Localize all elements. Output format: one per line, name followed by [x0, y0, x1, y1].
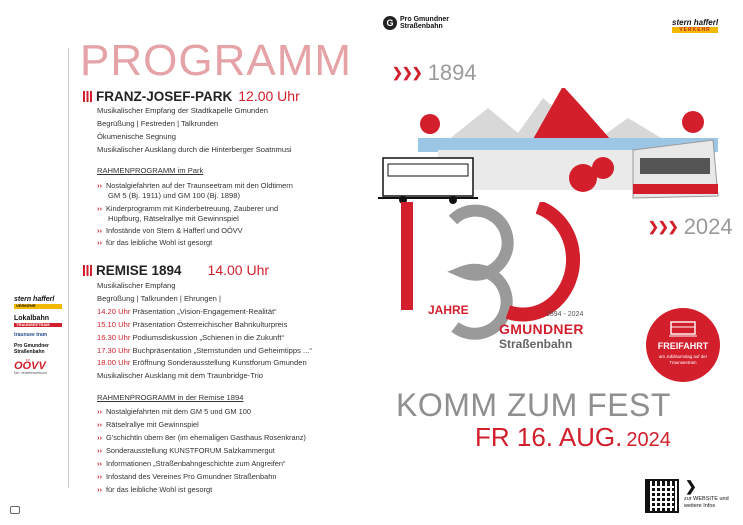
rahmen-item-cont: Hüpfburg, Rätselrallye mit Gewinnspiel — [108, 214, 239, 223]
rahmen-item: ›› für das leibliche Wohl ist gesorgt — [97, 238, 212, 247]
badge-subtitle: am Jubiläumstag auf der Traunseetram — [658, 354, 708, 365]
rahmen-item-cont: GM 5 (Bj. 1911) und GM 100 (Bj. 1898) — [108, 191, 240, 200]
tree-icon — [682, 111, 704, 133]
rahmen-item: ›› Rätselrallye mit Gewinnspiel — [97, 420, 199, 429]
rahmen-item: ›› Sonderausstellung KUNSTFORUM Salzkammergut — [97, 446, 275, 455]
program-title: PROGRAMM — [80, 36, 352, 85]
rahmen-item: ›› Infostände von Stern & Hafferl und OÖVV — [97, 226, 243, 235]
bars-icon — [83, 265, 92, 276]
section-heading: FRANZ-JOSEF-PARK — [96, 89, 233, 104]
program-line: Begrüßung | Festreden | Talkrunden — [97, 119, 219, 128]
program-line: Musikalischer Ausklang mit dem Traunbridge-Trio — [97, 371, 264, 380]
stern-hafferl-logo-top: stern hafferl VERKEHR — [672, 18, 719, 33]
tram-icon — [669, 318, 697, 338]
freifahrt-badge — [646, 308, 720, 382]
section-heading: REMISE 1894 — [96, 263, 182, 278]
bars-icon — [83, 91, 92, 102]
strassenbahn-label: Straßenbahn — [499, 337, 573, 351]
program-line: Begrüßung | Talkrunden | Ehrungen | — [97, 294, 221, 303]
program-line: Musikalischer Ausklang durch die Hinterberger Soatnmusi — [97, 145, 292, 154]
stern-hafferl-logo: stern hafferl VERKEHR — [14, 296, 62, 309]
pro-gmundner-logo: Pro Gmundner Straßenbahn — [14, 343, 50, 355]
jahre-label: JAHRE — [428, 303, 469, 317]
timed-line: 17.30 Uhr Buchpräsentation „Sternstunden und Geheimtipps ...“ — [97, 346, 312, 355]
modern-tram-icon — [633, 140, 718, 198]
program-panel — [0, 0, 371, 525]
year-2024: ❯❯❯ 2024 — [648, 214, 733, 239]
qr-label: zur WEBSITE und weitere Infos — [684, 496, 729, 510]
oovv-logo: OÖVV Der Verkehrsverbund — [14, 359, 48, 376]
lokalbahn-logo: Lokalbahn TRAUNSEETRAM — [14, 315, 62, 328]
gmundner-label: GMUNDNER — [499, 321, 584, 337]
partner-logos — [14, 296, 62, 382]
year-1894: ❯❯❯ 1894 — [392, 60, 477, 85]
rahmen-heading-park: RAHMENPROGRAMM im Park — [97, 166, 204, 175]
rahmen-item: ›› Kinderprogramm mit Kinderbetreuung, Zauberer und — [97, 204, 278, 213]
rahmen-item: ›› Nostalgiefahrten auf der Traunseetram mit den Oldtimern — [97, 181, 293, 190]
tree-icon — [420, 114, 440, 134]
g-icon: G — [383, 16, 397, 30]
qr-code[interactable] — [645, 479, 679, 513]
traunsee-tram-logo: traunsee tram — [14, 332, 48, 339]
badge-title: FREIFAHRT — [657, 341, 709, 351]
tram-illustration — [378, 88, 723, 218]
event-date: FR 16. AUG. 2024 — [475, 422, 671, 452]
timed-line: 18.00 Uhr Eröffnung Sonderausstellung Kunstforum Gmunden — [97, 358, 307, 367]
program-line: Ökumenische Segnung — [97, 132, 176, 141]
divider-line — [68, 48, 69, 488]
year-range: 1894 - 2024 — [546, 311, 584, 318]
program-line: Musikalischer Empfang der Stadtkapelle Gmunden — [97, 106, 268, 115]
rahmen-item: ›› Informationen „Straßenbahngeschichte zum Angreifen“ — [97, 459, 285, 468]
rahmen-item: ›› Nostalgiefahrten mit dem GM 5 und GM 100 — [97, 407, 251, 416]
section-franz-josef-park — [83, 88, 300, 104]
section-time: 14.00 Uhr — [207, 262, 270, 278]
timed-line: 14.20 Uhr Präsentation „Vision-Engagement-Realität“ — [97, 307, 277, 316]
arrow-icon: ❯ — [685, 478, 697, 494]
timed-line: 15.10 Uhr Präsentation Österreichischer Bahnkulturpreis — [97, 320, 288, 329]
rahmen-item: ›› für das leibliche Wohl ist gesorgt — [97, 485, 212, 494]
old-tram-icon — [378, 158, 478, 204]
pro-gmundner-logo-top: G Pro Gmundner Straßenbahn — [383, 16, 449, 31]
rahmen-heading-remise: RAHMENPROGRAMM in der Remise 1894 — [97, 393, 244, 402]
section-remise — [83, 262, 269, 278]
rahmen-item: ›› G’schichtln übern 8er (im ehemaligen Gasthaus Rosenkranz) — [97, 433, 306, 442]
timed-line: 16.30 Uhr Podiumsdiskussion „Schienen in die Zukunft“ — [97, 333, 285, 342]
camera-icon — [10, 506, 20, 514]
section-time: 12.00 Uhr — [238, 88, 300, 104]
rahmen-item: ›› Infostand des Vereines Pro Gmundner Straßenbahn — [97, 472, 276, 481]
headline: KOMM ZUM FEST — [396, 387, 671, 423]
tree-icon — [592, 157, 614, 179]
program-line: Musikalischer Empfang — [97, 281, 176, 290]
